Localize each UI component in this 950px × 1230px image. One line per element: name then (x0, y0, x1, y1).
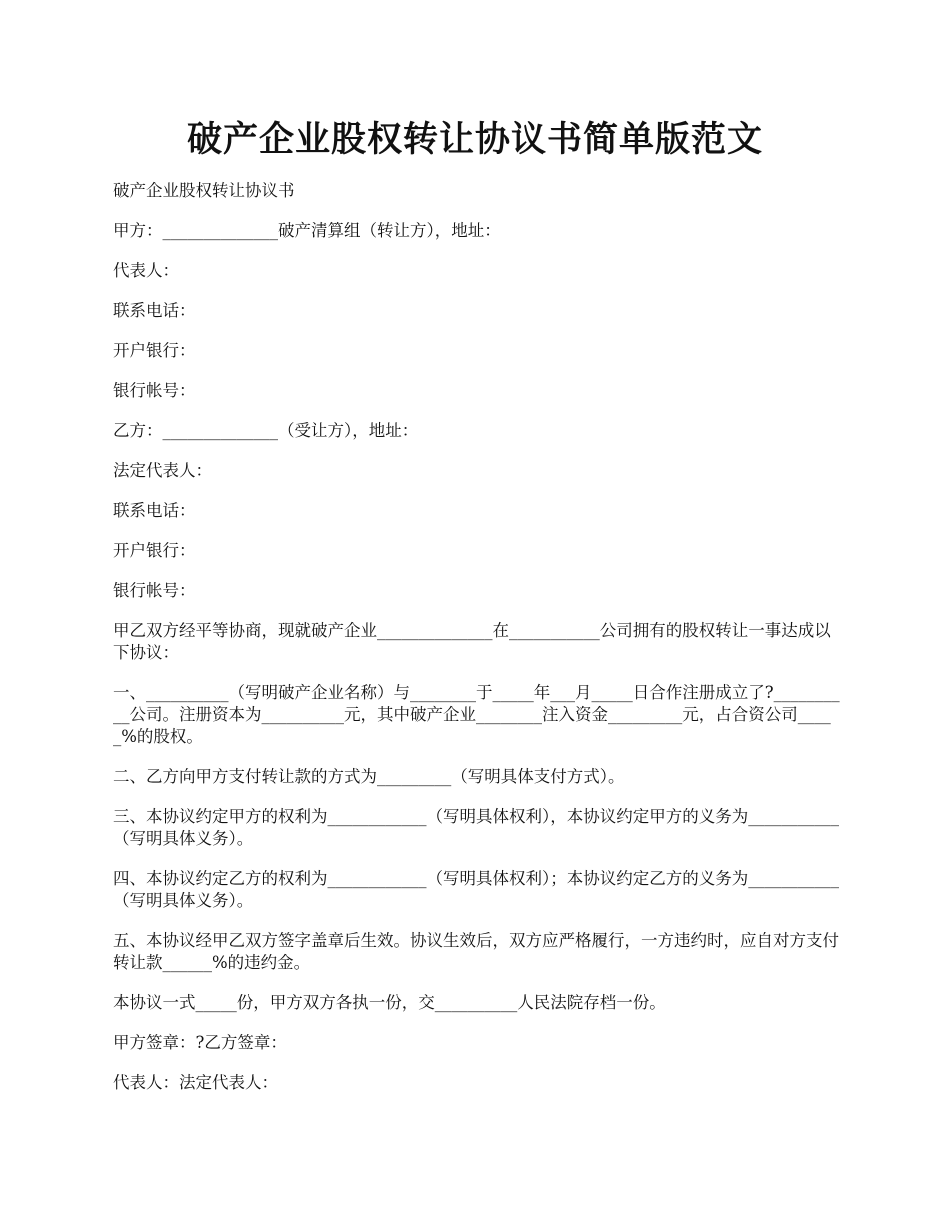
party-b-phone: 联系电话： (113, 501, 196, 520)
clause-4: 四、本协议约定乙方的权利为____________（写明具体权利）；本协议约定乙方的义务为___________（写明具体义务）。 (113, 869, 839, 910)
document-title: 破产企业股权转让协议书简单版范文 (186, 119, 763, 160)
clause-1: 一、__________（写明破产企业名称）与________于_____年___月_____日合作注册成立了?__________公司。注册资本为__________元，其中破产企业________注入资金_________元，占合资公司_____%的股权。 (113, 683, 840, 746)
document-body (113, 180, 840, 1112)
copies-clause: 本协议一式_____份，甲方双方各执一份，交__________人民法院存档一份。 (113, 993, 666, 1012)
doc-subtitle: 破产企业股权转让协议书 (113, 181, 295, 200)
party-b-account: 银行帐号： (113, 581, 196, 600)
party-b-legal-representative: 法定代表人： (113, 461, 212, 480)
party-a-account: 银行帐号： (113, 381, 196, 400)
signature-line: 甲方签章：?乙方签章： (113, 1033, 287, 1052)
representative-line: 代表人：法定代表人： (113, 1073, 278, 1092)
party-a-line: 甲方：______________破产清算组（转让方），地址： (113, 221, 501, 240)
clause-2: 二、乙方向甲方支付转让款的方式为_________（写明具体支付方式）。 (113, 767, 625, 786)
party-a-bank: 开户银行： (113, 341, 196, 360)
clause-5: 五、本协议经甲乙双方签字盖章后生效。协议生效后，双方应严格履行，一方违约时，应自对方支付转让款______%的违约金。 (113, 931, 839, 972)
party-a-representative: 代表人： (113, 261, 179, 280)
party-b-bank: 开户银行： (113, 541, 196, 560)
party-b-line: 乙方：______________（受让方），地址： (113, 421, 419, 440)
party-a-phone: 联系电话： (113, 301, 196, 320)
clause-3: 三、本协议约定甲方的权利为____________（写明具体权利），本协议约定甲方的义务为___________（写明具体义务）。 (113, 807, 839, 848)
agreement-intro: 甲乙双方经平等协商，现就破产企业______________在___________公司拥有的股权转让一事达成以下协议： (113, 621, 831, 662)
